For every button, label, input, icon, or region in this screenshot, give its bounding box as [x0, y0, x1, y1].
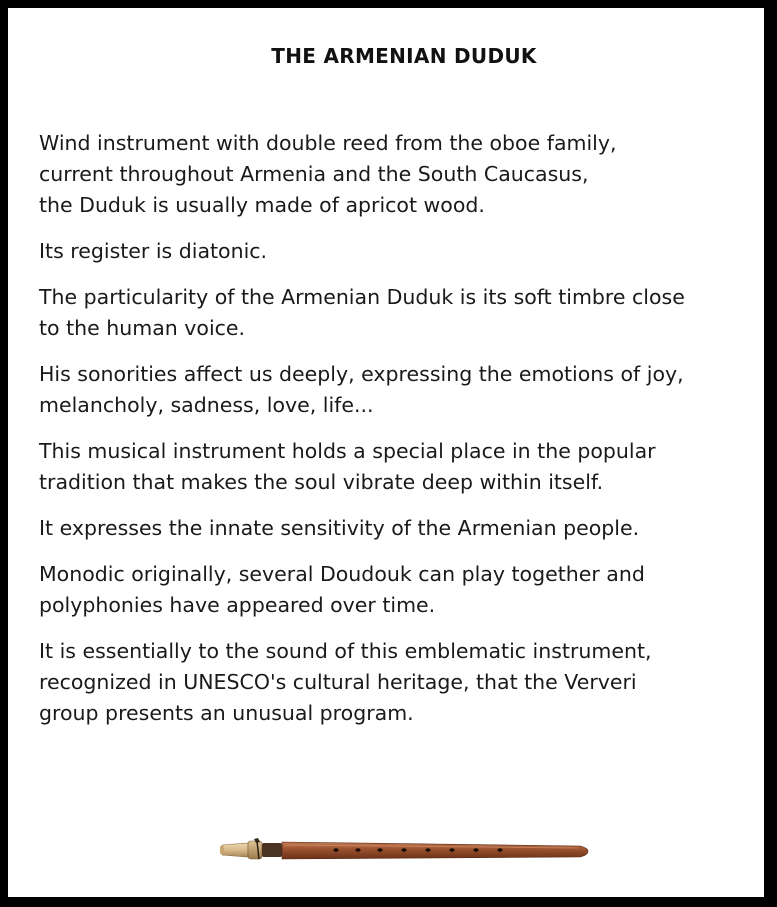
paragraph-6: It expresses the innate sensitivity of the Armenian people.: [39, 516, 640, 540]
paragraph-5: This musical instrument holds a special place in the popular tradition that makes the soul vibrate deep within itself.: [39, 439, 656, 494]
paragraph-1: Wind instrument with double reed from the oboe family, current throughout Armenia and the South Caucasus, the Duduk is usually made of apricot wood.: [39, 131, 617, 217]
paragraph-3: The particularity of the Armenian Duduk is its soft timbre close to the human voice.: [39, 285, 685, 340]
paragraph-4: His sonorities affect us deeply, expressing the emotions of joy, melancholy, sadness, love, life...: [39, 362, 684, 417]
duduk-instrument-icon: [218, 832, 590, 868]
paragraph-2: Its register is diatonic.: [39, 239, 268, 263]
page-title: THE ARMENIAN DUDUK: [271, 44, 537, 68]
article-body: [39, 128, 759, 744]
paragraph-7: Monodic originally, several Doudouk can play together and polyphonies have appeared over time.: [39, 562, 645, 617]
page-frame: [8, 8, 764, 897]
paragraph-8: It is essentially to the sound of this emblematic instrument, recognized in UNESCO's cultural heritage, that the Ververi group presents an unusual program.: [39, 639, 652, 725]
